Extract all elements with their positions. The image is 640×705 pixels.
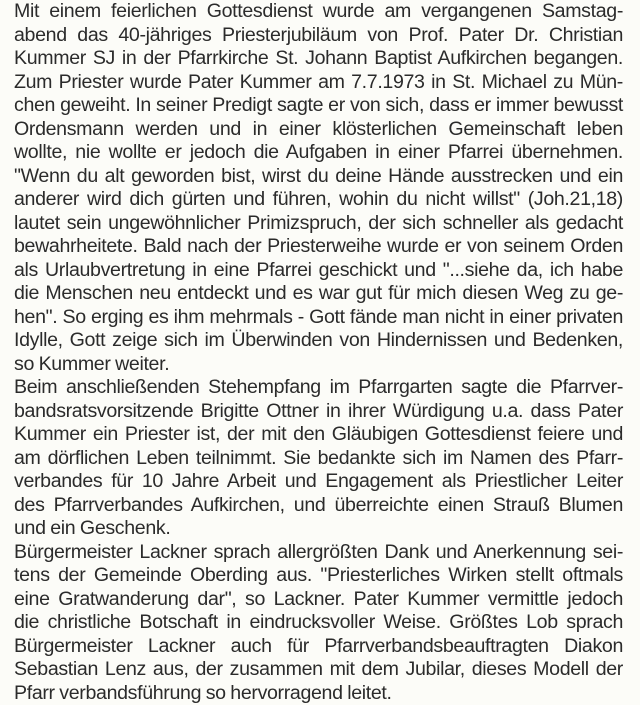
- text-line: die Menschen neu entdeckt und es war gut für mich diesen Weg zu ge-: [14, 282, 623, 306]
- text-line: wollte, nie wollte er jedoch die Aufgaben in einer Pfarrei übernehmen.: [14, 141, 623, 165]
- text-line: lautet sein ungewöhnlicher Primizspruch, der sich schneller als gedacht: [14, 212, 623, 236]
- text-line: Idylle, Gott zeige sich im Überwinden von Hindernissen und Bedenken,: [14, 329, 623, 353]
- text-line: bandsratsvorsitzende Brigitte Ottner in ihrer Würdigung u.a. dass Pater: [14, 400, 623, 424]
- text-line: chen geweiht. In seiner Predigt sagte er von sich, dass er immer bewusst: [14, 94, 623, 118]
- text-line: und ein Geschenk.: [14, 517, 623, 541]
- text-line: Ordensmann werden und in einer klösterlichen Gemeinschaft leben: [14, 118, 623, 142]
- text-line: hen". So erging es ihm mehrmals - Gott fände man nicht in einer privaten: [14, 306, 623, 330]
- text-line: am dörflichen Leben teilnimmt. Sie bedankte sich im Namen des Pfarr-: [14, 447, 623, 471]
- text-line: Kummer SJ in der Pfarrkirche St. Johann Baptist Aufkirchen begangen.: [14, 47, 623, 71]
- text-line: anderer wird dich gürten und führen, wohin du nicht willst" (Joh.21,18): [14, 188, 623, 212]
- text-line: "Wenn du alt geworden bist, wirst du deine Hände ausstrecken und ein: [14, 165, 623, 189]
- text-line: tens der Gemeinde Oberding aus. "Priesterliches Wirken stellt oftmals: [14, 564, 623, 588]
- paragraph-2: [14, 376, 623, 541]
- text-line: Zum Priester wurde Pater Kummer am 7.7.1973 in St. Michael zu Mün-: [14, 71, 623, 95]
- text-line: Mit einem feierlichen Gottesdienst wurde am vergangenen Samstag-: [14, 0, 623, 24]
- text-line: des Pfarrverbandes Aufkirchen, und überreichte einen Strauß Blumen: [14, 494, 623, 518]
- text-line: verbandes für 10 Jahre Arbeit und Engagement als Priestlicher Leiter: [14, 470, 623, 494]
- paragraph-1: [14, 0, 623, 376]
- text-line: Kummer ein Priester ist, der mit den Gläubigen Gottesdienst feiere und: [14, 423, 623, 447]
- text-line: abend das 40-jähriges Priesterjubiläum von Prof. Pater Dr. Christian: [14, 24, 623, 48]
- text-line: Bürgermeister Lackner sprach allergrößten Dank und Anerkennung sei-: [14, 541, 623, 565]
- text-line: bewahrheitete. Bald nach der Priesterweihe wurde er von seinem Orden: [14, 235, 623, 259]
- text-line: Bürgermeister Lackner auch für Pfarrverbandsbeauftragten Diakon: [14, 635, 623, 659]
- text-line: eine Gratwanderung dar", so Lackner. Pater Kummer vermittle jedoch: [14, 588, 623, 612]
- text-line: die christliche Botschaft in eindrucksvoller Weise. Größtes Lob sprach: [14, 611, 623, 635]
- text-line: als Urlaubvertretung in eine Pfarrei geschickt und "...siehe da, ich habe: [14, 259, 623, 283]
- article-body: [14, 0, 623, 705]
- text-line: Beim anschließenden Stehempfang im Pfarrgarten sagte die Pfarrver-: [14, 376, 623, 400]
- text-line: Pfarr verbandsführung so hervorragend leitet.: [14, 682, 623, 705]
- paragraph-3: [14, 541, 623, 705]
- text-line: Sebastian Lenz aus, der zusammen mit dem Jubilar, dieses Modell der: [14, 658, 623, 682]
- text-line: so Kummer weiter.: [14, 353, 623, 377]
